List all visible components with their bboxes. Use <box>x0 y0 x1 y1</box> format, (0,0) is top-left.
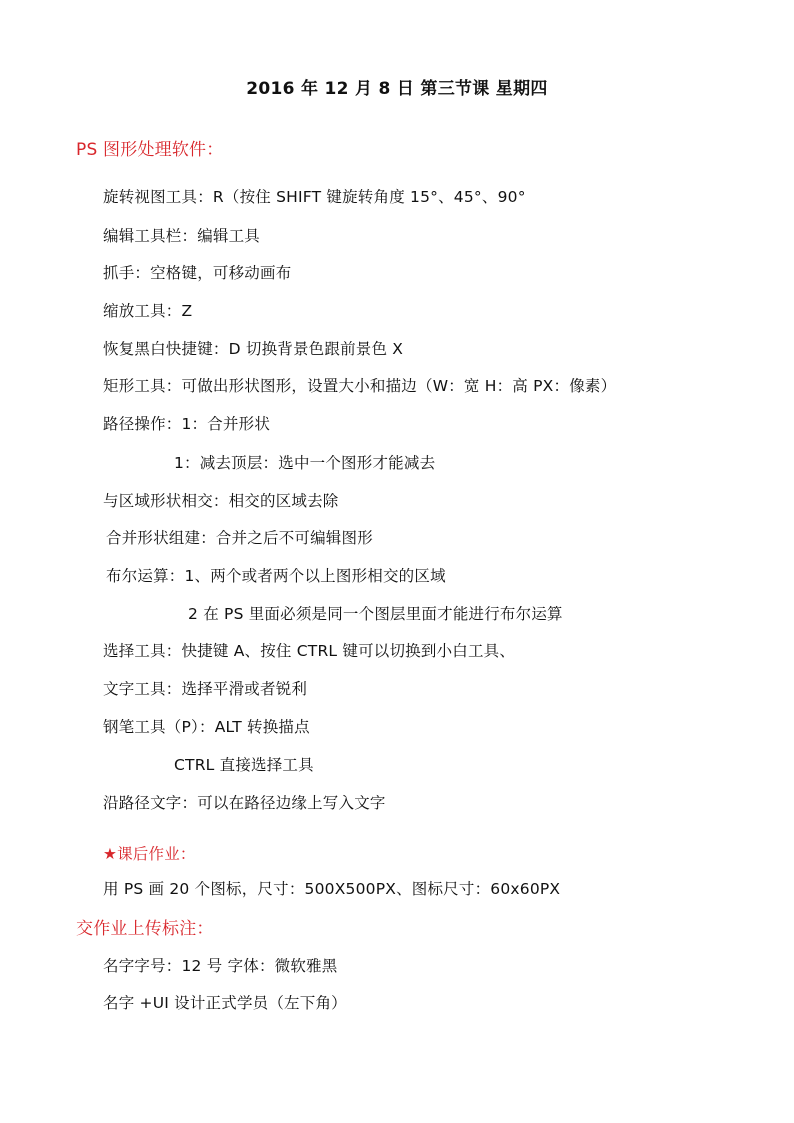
note-line: 路径操作：1：合并形状 <box>103 415 271 433</box>
note-line: 1：减去顶层：选中一个图形才能减去 <box>174 454 436 472</box>
homework-line: 用 PS 画 20 个图标，尺寸：500X500PX、图标尺寸：60x60PX <box>103 880 561 898</box>
homework-heading <box>103 842 196 864</box>
note-line: 沿路径文字：可以在路径边缘上写入文字 <box>103 794 386 812</box>
note-line: 抓手：空格键，可移动画布 <box>103 264 292 282</box>
section-heading-submit: 交作业上传标注： <box>76 919 214 939</box>
note-line: 2 在 PS 里面必须是同一个图层里面才能进行布尔运算 <box>188 605 563 623</box>
note-line: 矩形工具：可做出形状图形，设置大小和描边（W：宽 H：高 PX：像素） <box>103 377 617 395</box>
note-line: 名字字号：12 号 字体：微软雅黑 <box>103 957 338 975</box>
note-line: 文字工具：选择平滑或者锐利 <box>103 680 308 698</box>
note-line: CTRL 直接选择工具 <box>174 756 314 774</box>
section-heading-ps: PS 图形处理软件： <box>76 140 224 160</box>
homework-label: 课后作业： <box>117 845 196 863</box>
note-line: 名字 +UI 设计正式学员（左下角） <box>103 994 347 1012</box>
note-line: 布尔运算：1、两个或者两个以上图形相交的区域 <box>106 567 446 585</box>
note-line: 恢复黑白快捷键：D 切换背景色跟前景色 X <box>103 340 404 358</box>
note-line: 与区域形状相交：相交的区域去除 <box>103 492 339 510</box>
note-line: 编辑工具栏：编辑工具 <box>103 227 261 245</box>
star-icon: ★ <box>103 845 118 863</box>
page-title: 2016 年 12 月 8 日 第三节课 星期四 <box>246 79 548 99</box>
note-line: 合并形状组建：合并之后不可编辑图形 <box>106 529 373 547</box>
note-line: 缩放工具：Z <box>103 302 193 320</box>
note-line: 钢笔工具（P）：ALT 转换描点 <box>103 718 310 736</box>
note-line: 选择工具：快捷键 A、按住 CTRL 键可以切换到小白工具、 <box>103 642 516 660</box>
note-line: 旋转视图工具：R（按住 SHIFT 键旋转角度 15°、45°、90° <box>103 188 526 206</box>
